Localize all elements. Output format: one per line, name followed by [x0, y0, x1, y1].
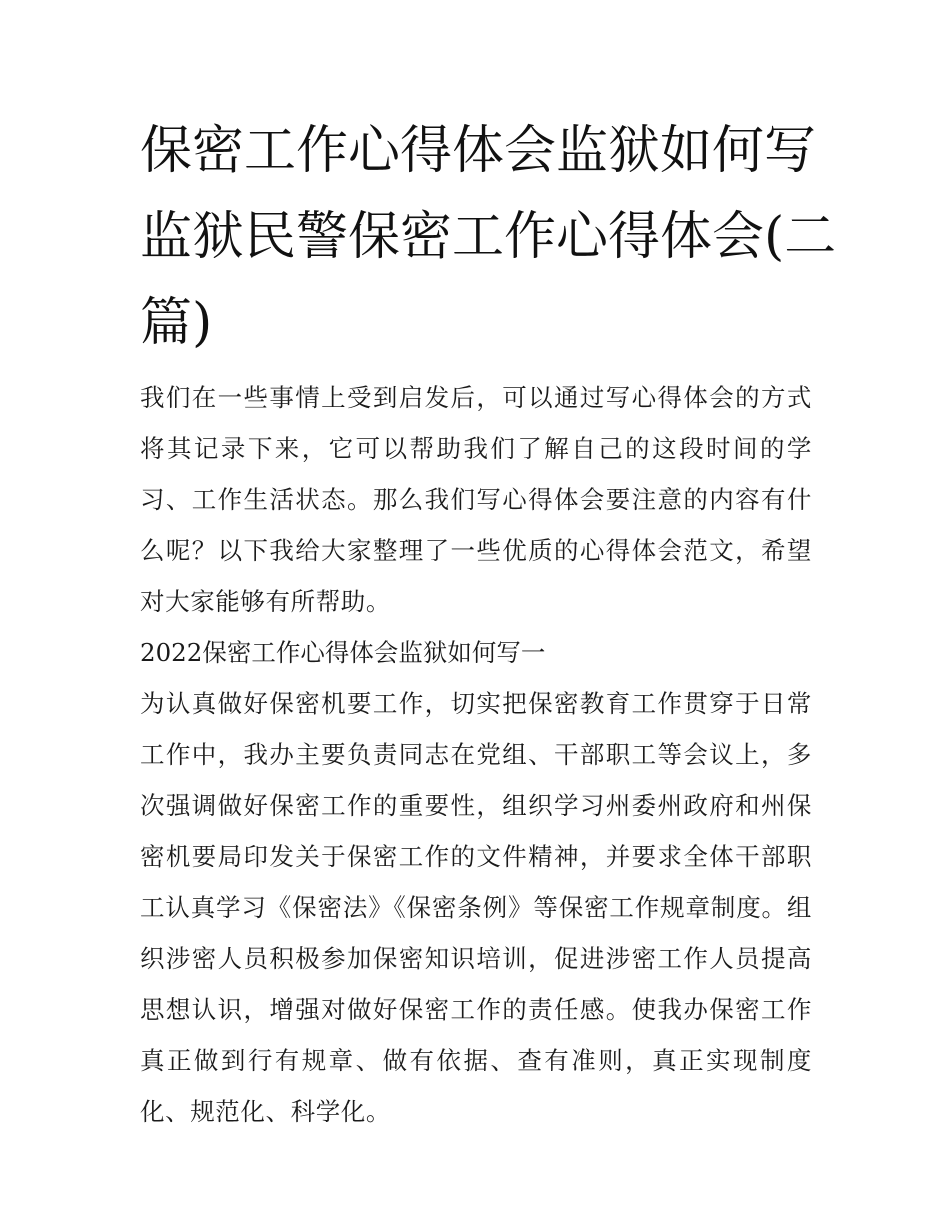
intro-paragraph: 我们在一些事情上受到启发后，可以通过写心得体会的方式将其记录下来，它可以帮助我们了解自己的这段时间的学习、工作生活状态。那么我们写心得体会要注意的内容有什么呢？以下我给大家整理了一些优质的心得体会范文，希望对大家能够有所帮助。 [140, 383, 812, 616]
document-title [140, 108, 837, 366]
section-heading: 2022保密工作心得体会监狱如何写一 [140, 638, 546, 667]
document-content [140, 108, 837, 1137]
section-paragraph: 为认真做好保密机要工作，切实把保密教育工作贯穿于日常工作中，我办主要负责同志在党组、干部职工等会议上，多次强调做好保密工作的重要性，组织学习州委州政府和州保密机要局印发关于保密工作的文件精神，并要求全体干部职工认真学习《保密法》《保密条例》等保密工作规章制度。组织涉密人员积极参加保密知识培训，促进涉密工作人员提高思想认识，增强对做好保密工作的责任感。使我办保密工作真正做到行有规章、做有依据、查有准则，真正实现制度化、规范化、科学化。 [140, 689, 812, 1126]
title-line-3: 篇) [140, 293, 213, 353]
title-line-1: 保密工作心得体会监狱如何写 [140, 121, 817, 181]
title-line-2: 监狱民警保密工作心得体会(二 [140, 207, 837, 267]
